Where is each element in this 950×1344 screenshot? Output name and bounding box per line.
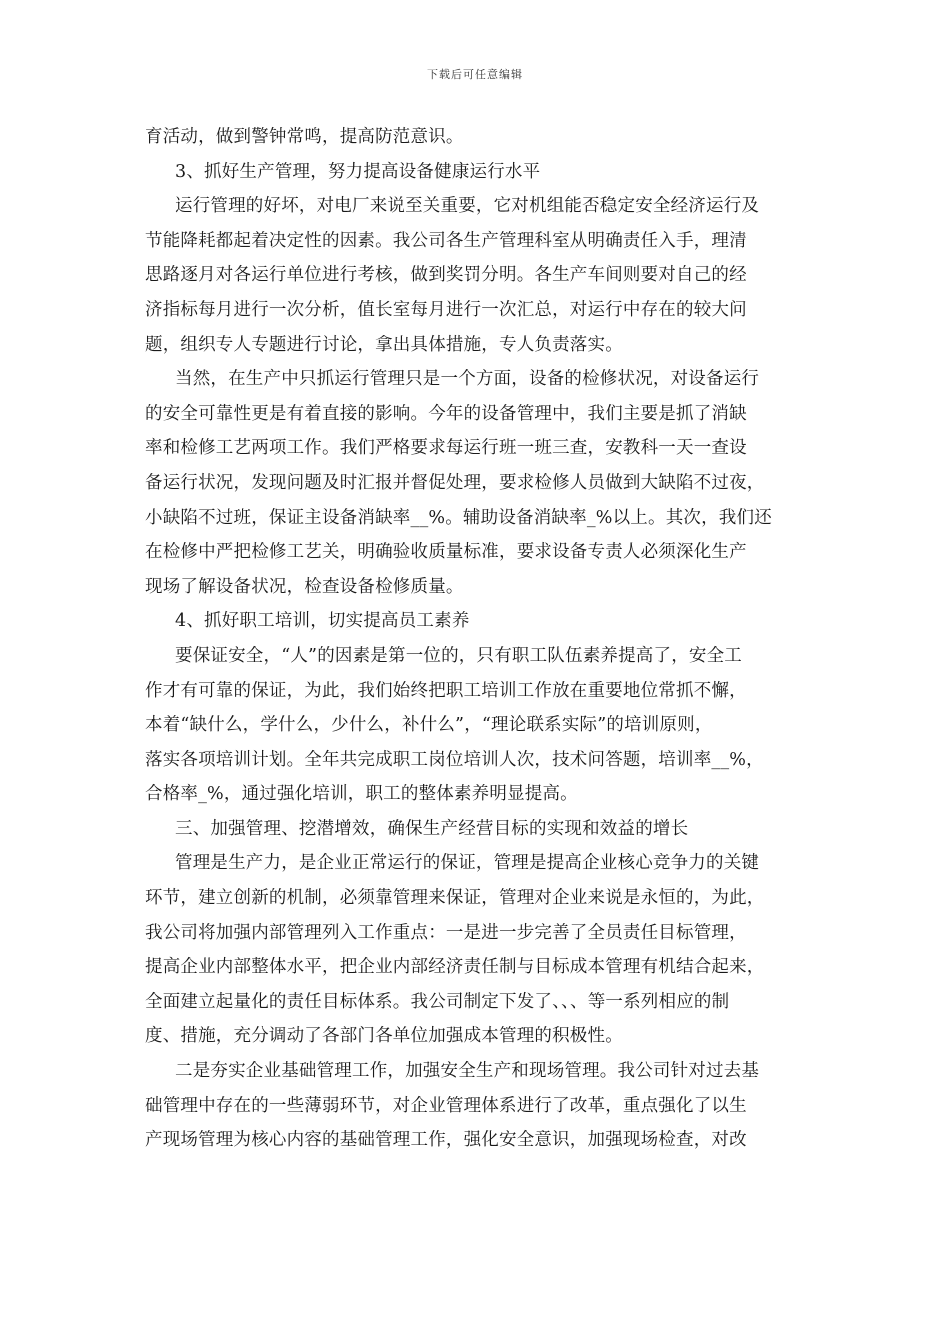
text-line: 思路逐月对各运行单位进行考核，做到奖罚分明。各生产车间则要对自己的经	[145, 265, 747, 286]
text-line: 在检修中严把检修工艺关，明确验收质量标准，要求设备专责人必须深化生产	[145, 542, 747, 563]
text-line: 三、加强管理、挖潜增效，确保生产经营目标的实现和效益的增长	[175, 818, 689, 839]
text-line: 管理是生产力，是企业正常运行的保证，管理是提高企业核心竞争力的关键	[175, 853, 760, 874]
text-line: 全面建立起量化的责任目标体系。我公司制定下发了、、、等一系列相应的制	[145, 991, 730, 1012]
text-line: 本着“缺什么，学什么，少什么，补什么”，“理论联系实际”的培训原则，	[145, 715, 713, 736]
text-line: 题，组织专人专题进行讨论，拿出具体措施，专人负责落实。	[145, 334, 623, 355]
text-line: 产现场管理为核心内容的基础管理工作，强化安全意识，加强现场检查，对改	[145, 1130, 747, 1151]
text-line: 础管理中存在的一些薄弱环节，对企业管理体系进行了改革，重点强化了以生	[145, 1095, 747, 1116]
text-line: 4、抓好职工培训，切实提高员工素养	[175, 611, 470, 632]
page-header: 下载后可任意编辑	[427, 68, 523, 81]
text-line: 小缺陷不过班，保证主设备消缺率__%。辅助设备消缺率_%以上。其次，我们还	[145, 507, 772, 528]
text-line: 率和检修工艺两项工作。我们严格要求每运行班一班三查，安教科一天一查设	[145, 438, 747, 459]
text-line: 作才有可靠的保证，为此，我们始终把职工培训工作放在重要地位常抓不懈，	[145, 680, 747, 701]
text-line: 二是夯实企业基础管理工作，加强安全生产和现场管理。我公司针对过去基	[175, 1061, 760, 1082]
text-line: 3、抓好生产管理，努力提高设备健康运行水平	[175, 161, 541, 182]
text-line: 育活动，做到警钟常鸣，提高防范意识。	[145, 127, 464, 147]
text-line: 节能降耗都起着决定性的因素。我公司各生产管理科室从明确责任入手，理清	[145, 230, 747, 251]
text-line: 提高企业内部整体水平，把企业内部经济责任制与目标成本管理有机结合起来，	[145, 957, 765, 978]
text-line: 当然，在生产中只抓运行管理只是一个方面，设备的检修状况，对设备运行	[175, 369, 760, 390]
text-line: 度、措施，充分调动了各部门各单位加强成本管理的积极性。	[145, 1026, 623, 1047]
text-line: 要保证安全，“人”的因素是第一位的，只有职工队伍素养提高了，安全工	[175, 645, 742, 666]
document-body	[145, 120, 805, 1158]
text-line: 我公司将加强内部管理列入工作重点：一是进一步完善了全员责任目标管理，	[145, 922, 747, 943]
text-line: 环节，建立创新的机制，必须靠管理来保证，管理对企业来说是永恒的，为此，	[145, 888, 765, 909]
text-line: 落实各项培训计划。全年共完成职工岗位培训人次，技术问答题，培训率__%，	[145, 749, 764, 770]
text-line: 的安全可靠性更是有着直接的影响。今年的设备管理中，我们主要是抓了消缺	[145, 403, 747, 424]
text-line: 运行管理的好坏，对电厂来说至关重要，它对机组能否稳定安全经济运行及	[175, 196, 760, 217]
text-line: 合格率_%，通过强化培训，职工的整体素养明显提高。	[145, 784, 578, 805]
text-line: 济指标每月进行一次分析，值长室每月进行一次汇总，对运行中存在的较大问	[145, 299, 747, 320]
text-line: 备运行状况，发现问题及时汇报并督促处理，要求检修人员做到大缺陷不过夜，	[145, 472, 765, 493]
text-line: 现场了解设备状况，检查设备检修质量。	[145, 576, 464, 597]
